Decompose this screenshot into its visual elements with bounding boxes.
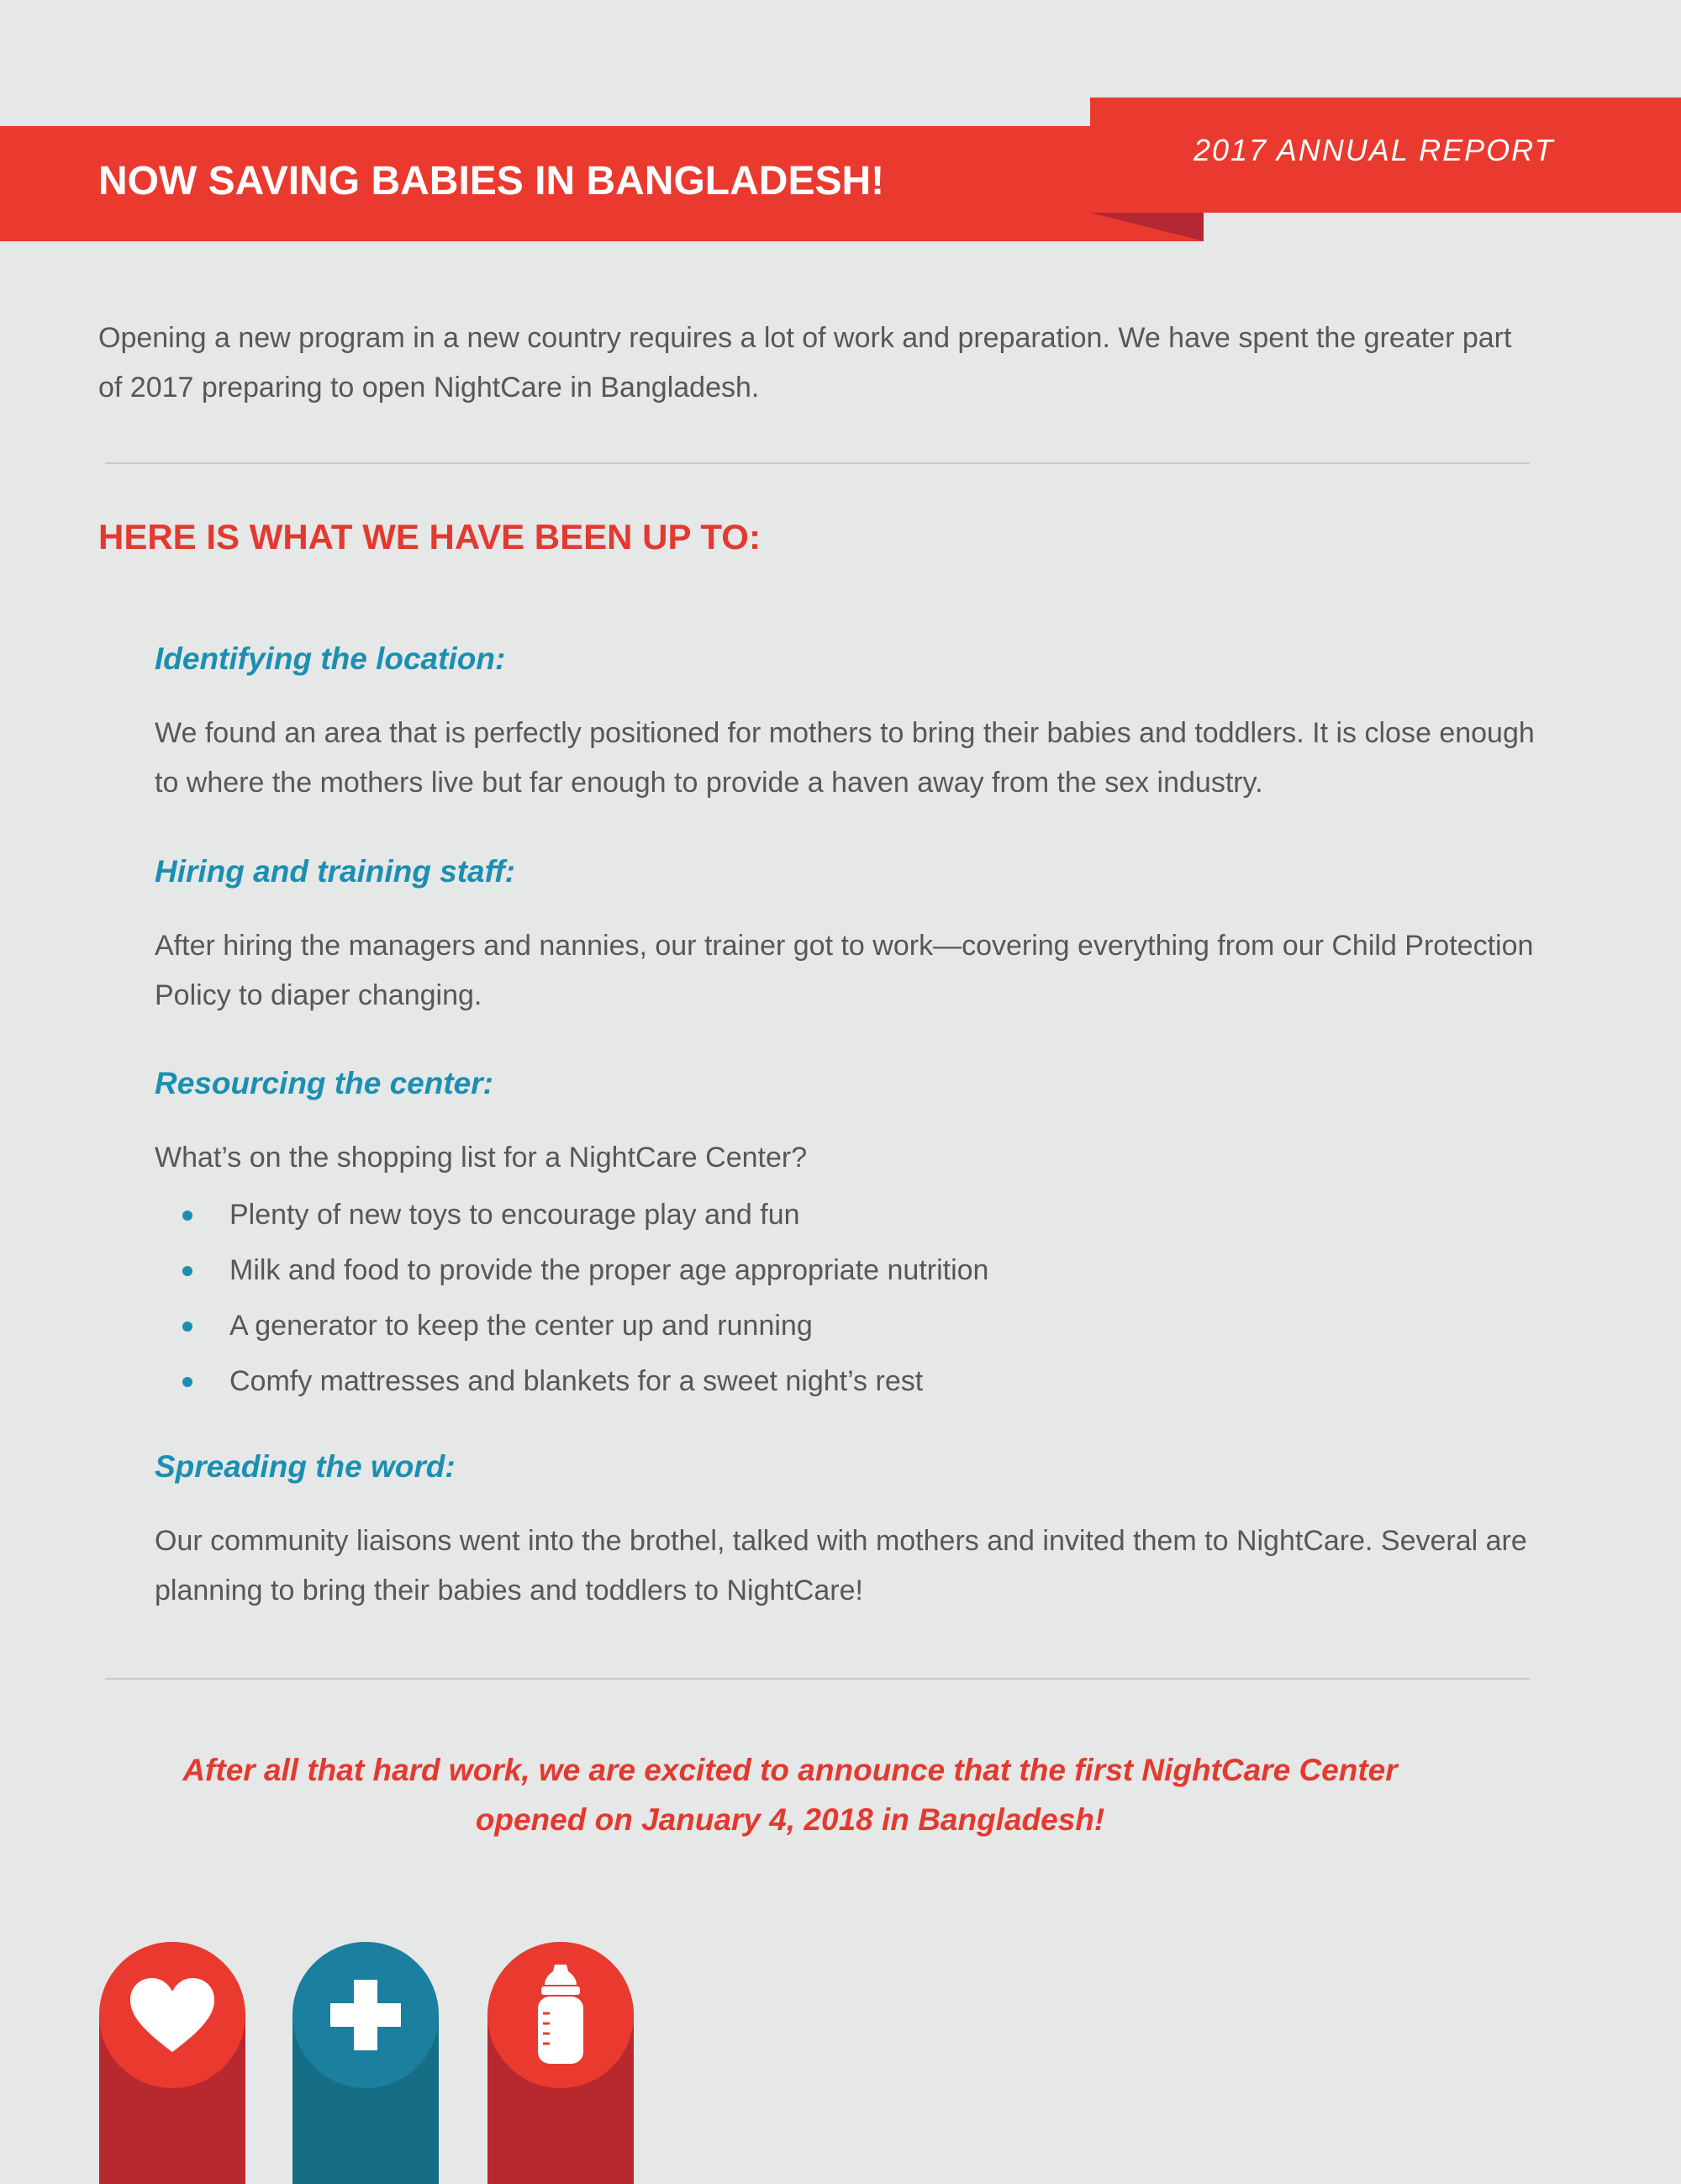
bottle-badge xyxy=(487,1942,634,2088)
heart-column xyxy=(99,1942,245,2184)
shopping-list xyxy=(155,1187,988,1409)
list-item-text: Plenty of new toys to encourage play and fun xyxy=(229,1199,800,1231)
announcement xyxy=(118,1745,1462,1844)
list-item xyxy=(155,1298,988,1353)
list-item xyxy=(155,1187,988,1242)
announcement-line-2: opened on January 4, 2018 in Bangladesh! xyxy=(475,1802,1105,1837)
divider-bottom xyxy=(105,1678,1530,1680)
medical-badge xyxy=(292,1942,439,2088)
bullet-icon xyxy=(182,1321,192,1332)
announcement-line-1: After all that hard work, we are excited to announce that the first NightCare Center xyxy=(182,1753,1398,1787)
text-spreading-word: Our community liaisons went into the brothel, talked with mothers and invited them to NightCare. Several are planning to bring their babies and toddlers to NightCare! xyxy=(155,1525,1527,1606)
medical-cross-icon xyxy=(330,1980,401,2050)
page-title: NOW SAVING BABIES IN BANGLADESH! xyxy=(98,159,885,203)
baby-bottle-icon xyxy=(531,1965,590,2065)
bullet-icon xyxy=(182,1211,192,1221)
bottle-column xyxy=(487,1942,634,2184)
heart-icon xyxy=(129,1976,216,2054)
heading-resourcing-center: Resourcing the center: xyxy=(155,1066,493,1100)
intro-paragraph: Opening a new program in a new country requires a lot of work and preparation. We have spent the greater part of 2017 preparing to open NightCare in Bangladesh. xyxy=(98,322,1512,404)
divider-top xyxy=(105,462,1530,464)
list-item-text: Milk and food to provide the proper age appropriate nutrition xyxy=(229,1254,989,1286)
list-item-text: Comfy mattresses and blankets for a sweet night’s rest xyxy=(229,1365,924,1397)
heart-badge xyxy=(99,1942,245,2088)
text-hiring-staff: After hiring the managers and nannies, our trainer got to work—covering everything from our Child Protection Policy to diaper changing. xyxy=(155,930,1534,1011)
bullet-icon xyxy=(182,1266,192,1276)
medical-column xyxy=(292,1942,439,2184)
heading-spreading-word: Spreading the word: xyxy=(155,1449,456,1484)
text-identifying-location: We found an area that is perfectly positioned for mothers to bring their babies and toddlers. It is close enough to where the mothers live but far enough to provide a haven away from the sex industry. xyxy=(155,717,1535,799)
report-label: 2017 ANNUAL REPORT xyxy=(1194,133,1555,167)
section-heading: HERE IS WHAT WE HAVE BEEN UP TO: xyxy=(98,517,761,557)
bullet-icon xyxy=(182,1377,192,1387)
list-item xyxy=(155,1353,988,1409)
heading-hiring-staff: Hiring and training staff: xyxy=(155,854,515,889)
heading-identifying-location: Identifying the location: xyxy=(155,641,506,676)
list-item xyxy=(155,1242,988,1298)
list-item-text: A generator to keep the center up and running xyxy=(229,1310,813,1342)
text-resourcing-center: What’s on the shopping list for a NightCare Center? xyxy=(155,1142,808,1174)
